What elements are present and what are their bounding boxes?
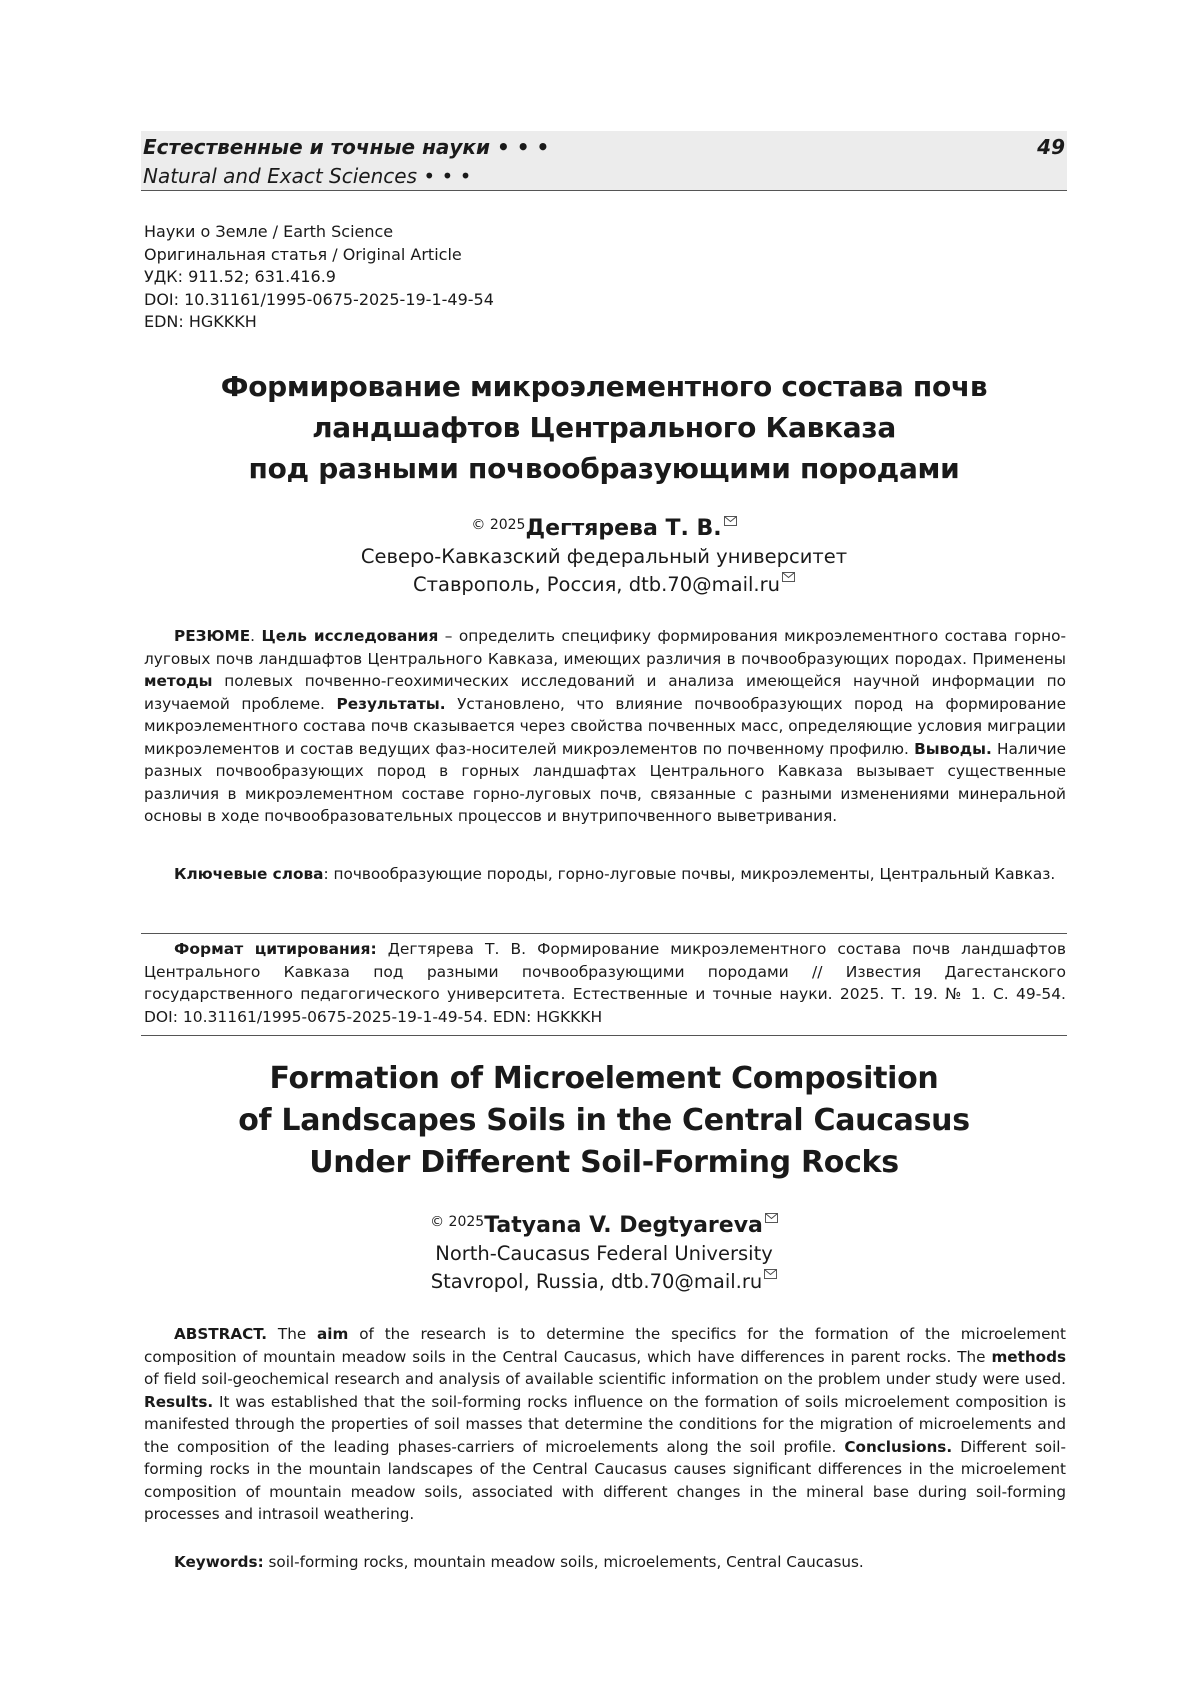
results-label-ru: Результаты. [336, 694, 446, 713]
citation-block [144, 938, 1066, 1028]
envelope-icon[interactable] [765, 1213, 778, 1223]
results-text-ru: Установлено, что влияние почвообразующих пород на формирование микроэлементного состава почв сказывается через свойства почвенных масс, определяющие условия миграции микроэлементов и состав ведущих фаз-носителей микроэлементов по почвенному профилю. [144, 694, 1066, 758]
author-block-en [141, 1208, 1067, 1296]
envelope-icon [782, 572, 795, 582]
keywords-ru [144, 863, 1066, 886]
title-en-line: Under Different Soil-Forming Rocks [309, 1145, 899, 1180]
abstract-label-en: ABSTRACT. [174, 1325, 268, 1343]
conclusions-text-ru: Наличие разных почвообразующих пород в горных ландшафтах Центрального Кавказа вызывает существенные различия в микроэлементном составе горно-луговых почв, связанные с разными изменениями минеральной основы в ходе почвообразовательных процессов и внутрипочвенного выветривания. [144, 739, 1066, 825]
citation-rule-top [141, 933, 1067, 934]
citation-rule-bottom [141, 1035, 1067, 1036]
location-email-en[interactable]: Stavropol, Russia, dtb.70@mail.ru [430, 1270, 763, 1293]
aim-label-en: aim [317, 1325, 349, 1343]
envelope-icon[interactable] [724, 516, 737, 526]
journal-title-ru: Естественные и точные науки • • • [143, 135, 550, 159]
abstract-pre-en: The [267, 1325, 318, 1343]
keywords-label-en: Keywords: [174, 1553, 264, 1571]
methods-label-en: methods [991, 1347, 1066, 1366]
article-meta [144, 221, 494, 334]
methods-text-ru: полевых почвенно-геохимических исследований и анализа имеющейся научной информации по изучаемой проблеме. [144, 672, 1066, 713]
running-header [141, 131, 1067, 191]
abstract-ru: РЕЗЮМЕ. Цель исследования – определить специфику формирования микроэлементного состава горно-луговых почв ландшафтов Центрального Кавказа, имеющих различия в почвообразующих породах. Применены методы полевых почвенно-геохимических исследований и анализа имеющейся научной информации по изучаемой проблеме. Результаты. Установлено, что влияние почвообразующих пород на формирование микроэлементного состава почв сказывается через свойства почвенных масс, определяющие условия миграции микроэлементов и состав ведущих фаз-носителей микроэлементов по почвенному профилю. Выводы. Наличие разных почвообразующих пород в горных ландшафтах Центрального Кавказа вызывает существенные различия в микроэлементном составе горно-луговых почв, связанные с разными изменениями минеральной основы в ходе почвообразовательных процессов и внутрипочвенного выветривания. [144, 627, 1066, 825]
location-email-ru[interactable]: Ставрополь, Россия, dtb.70@mail.ru [413, 573, 780, 596]
keywords-text-ru: : почвообразующие породы, горно-луговые почвы, микроэлементы, Центральный Кавказ. [323, 865, 1056, 883]
results-label-en: Results. [144, 1392, 214, 1411]
title-en [141, 1058, 1067, 1184]
title-en-line: of Landscapes Soils in the Central Caucasus [238, 1103, 970, 1138]
keywords-text-en: soil-forming rocks, mountain meadow soils, microelements, Central Caucasus. [263, 1553, 864, 1571]
citation-text: Дегтярева Т. В. Формирование микроэлементного состава почв ландшафтов Центрального Кавказа под разными почвообразующими породами // Известия Дагестанского государственного педагогического университета. Естественные и точные науки. 2025. Т. 19. № 1. С. 49-54. DOI: 10.31161/1995-0675-2025-19-1-49-54. EDN: HGKKKH [144, 940, 1066, 1026]
title-ru-line: Формирование микроэлементного состава почв [220, 370, 988, 403]
abstract-label-ru: РЕЗЮМЕ [174, 627, 251, 645]
title-en-line: Formation of Microelement Composition [269, 1061, 939, 1096]
meta-udk: УДК: 911.52; 631.416.9 [144, 267, 336, 286]
affiliation-en: North-Caucasus Federal University [435, 1242, 773, 1265]
meta-doi[interactable]: DOI: 10.31161/1995-0675-2025-19-1-49-54 [144, 289, 494, 309]
title-ru [141, 366, 1067, 489]
meta-section: Науки о Земле / Earth Science [144, 222, 394, 241]
title-ru-line: ландшафтов Центрального Кавказа [312, 411, 896, 444]
abstract-en [144, 1323, 1066, 1526]
envelope-icon [764, 1269, 777, 1279]
conclusions-label-en: Conclusions. [844, 1437, 953, 1456]
author-name-en: Tatyana V. Degtyareva [484, 1213, 763, 1238]
title-ru-line: под разными почвообразующими породами [248, 452, 960, 485]
citation-label: Формат цитирования: [174, 940, 377, 958]
conclusions-label-ru: Выводы. [914, 739, 992, 758]
aim-text-en: of the research is to determine the specifics for the formation of the microelement composition of mountain meadow soils in the Central Caucasus, which have differences in parent rocks. The [144, 1325, 1066, 1366]
meta-article-type: Оригинальная статья / Original Article [144, 244, 462, 264]
journal-title-en: Natural and Exact Sciences • • • [143, 164, 472, 188]
conclusions-text-en: Different soil-forming rocks in the mountain landscapes of the Central Caucasus causes significant differences in the microelement composition of mountain meadow soils, associated with different changes in the mineral base during soil-forming processes and intrasoil weathering. [144, 1437, 1066, 1523]
author-block-ru [141, 511, 1067, 599]
methods-label-ru: методы [144, 672, 213, 690]
copyright-ru: © 2025 [471, 517, 526, 533]
aim-text-ru: – определить специфику формирования микроэлементного состава горно-луговых почв ландшафтов Центрального Кавказа, имеющих различия в почвообразующих породах. Применены [144, 627, 1066, 668]
results-text-en: It was established that the soil-forming rocks influence on the formation of soils microelement composition is manifested through the properties of soil masses that determine the conditions for the migration of microelements and the composition of the leading phases-carriers of microelements along the soil profile. [144, 1392, 1066, 1456]
aim-label-ru: Цель исследования [261, 627, 439, 645]
author-name-ru: Дегтярева Т. В. [525, 516, 722, 541]
affiliation-ru: Северо-Кавказский федеральный университет [360, 545, 848, 568]
page-number: 49 [1037, 135, 1065, 159]
keywords-en [144, 1551, 1066, 1574]
methods-text-en: of field soil-geochemical research and analysis of available scientific information on the problem under study were used. [144, 1370, 1066, 1388]
keywords-label-ru: Ключевые слова [174, 865, 324, 883]
copyright-en: © 2025 [430, 1214, 485, 1230]
meta-edn: EDN: HGKKKH [144, 312, 257, 331]
